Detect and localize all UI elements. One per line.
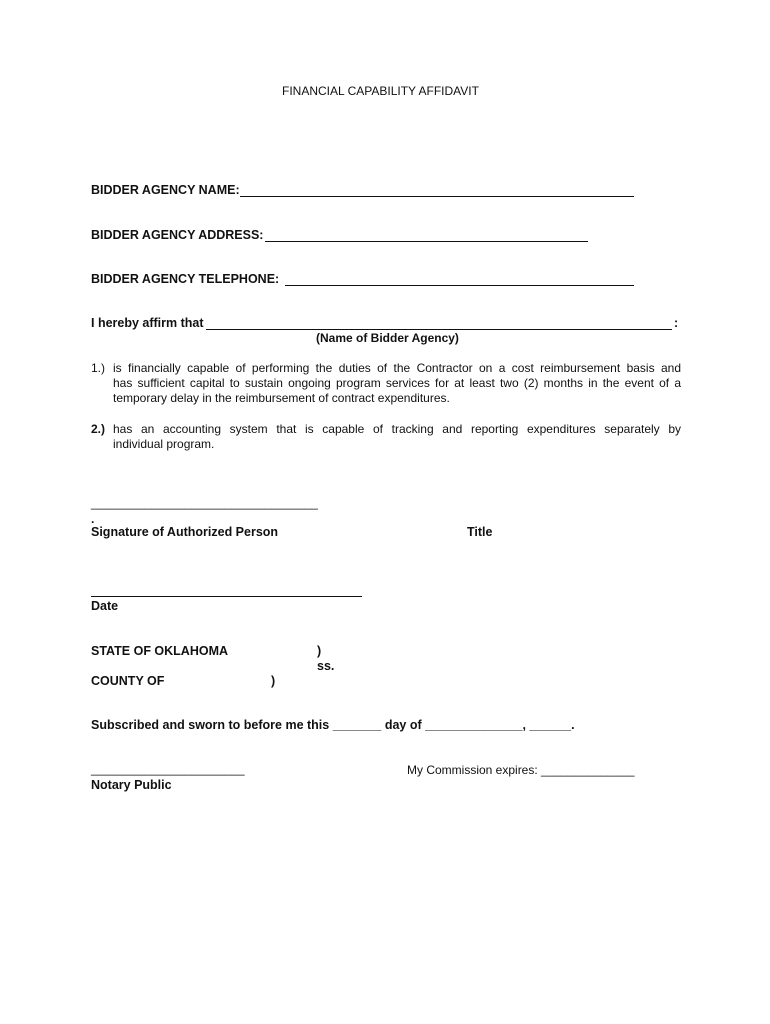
item-line: is financially capable of performing the duties of the Contractor on a cost reimbursement basis and xyxy=(113,361,681,375)
notary-signature-blank[interactable]: _______________________ xyxy=(91,762,245,776)
bidder-address-label: BIDDER AGENCY ADDRESS: xyxy=(91,228,264,242)
bidder-telephone-field[interactable] xyxy=(285,285,634,286)
title-label: Title xyxy=(467,525,493,539)
venue-ss: ss. xyxy=(317,659,335,673)
document-title: FINANCIAL CAPABILITY AFFIDAVIT xyxy=(282,84,479,98)
item-line: has sufficient capital to sustain ongoing program services for at least two (2) months in the event of a xyxy=(113,376,681,390)
item-line: individual program. xyxy=(113,437,215,451)
affirm-colon: : xyxy=(674,316,679,330)
county-label: COUNTY OF xyxy=(91,674,165,688)
bidder-address-field[interactable] xyxy=(265,241,588,242)
list-item xyxy=(91,422,681,454)
affirm-text: I hereby affirm that xyxy=(91,316,204,330)
signature-dot: . xyxy=(91,512,95,526)
affirm-caption: (Name of Bidder Agency) xyxy=(316,331,459,345)
item-line: temporary delay in the reimbursement of contract expenditures. xyxy=(113,391,450,405)
notary-label: Notary Public xyxy=(91,778,172,792)
venue-paren: ) xyxy=(271,674,276,688)
date-label: Date xyxy=(91,599,119,613)
signature-label: Signature of Authorized Person xyxy=(91,525,279,539)
signature-blank[interactable]: __________________________________ xyxy=(91,496,318,510)
list-item xyxy=(91,361,681,407)
venue-paren: ) xyxy=(317,644,322,658)
item-number: 2.) xyxy=(91,422,106,436)
sworn-statement: Subscribed and sworn to before me this _______ day of ______________, ______. xyxy=(91,718,575,732)
state-label: STATE OF OKLAHOMA xyxy=(91,644,229,658)
date-field[interactable] xyxy=(91,596,362,597)
bidder-name-field[interactable] xyxy=(240,196,634,197)
commission-expires: My Commission expires: ______________ xyxy=(407,763,635,777)
bidder-telephone-label: BIDDER AGENCY TELEPHONE: xyxy=(91,272,280,286)
bidder-name-label: BIDDER AGENCY NAME: xyxy=(91,183,240,197)
item-number: 1.) xyxy=(91,361,106,375)
item-line: has an accounting system that is capable of tracking and reporting expenditures separately by xyxy=(113,422,681,436)
bidder-agency-name-field[interactable] xyxy=(206,329,672,330)
